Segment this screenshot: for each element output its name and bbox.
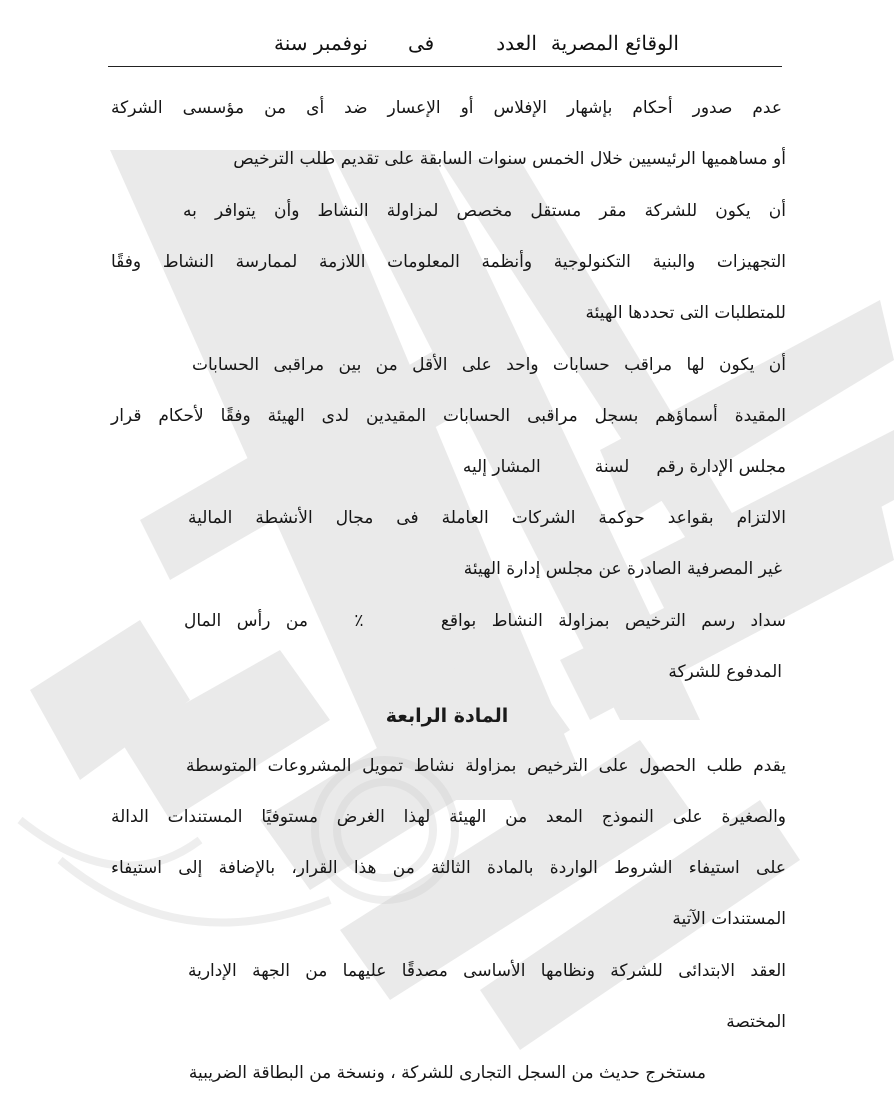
text-line: للمتطلبات التى تحددها الهيئة: [585, 303, 786, 323]
date-label: نوفمبر سنة: [274, 31, 368, 55]
page-header: [274, 26, 679, 60]
header-rule: [108, 66, 782, 67]
text-line: والصغيرة على النموذج المعد من الهيئة لهذا الغرض مستوفيًا المستندات الدالة: [111, 807, 786, 827]
text-line: غير المصرفية الصادرة عن مجلس إدارة الهيئة: [463, 559, 782, 579]
in-label: فى: [407, 31, 435, 55]
text-line: أن يكون للشركة مقر مستقل مخصص لمزاولة النشاط وأن يتوافر به: [183, 201, 786, 221]
text-line: أو مساهميها الرئيسيين خلال الخمس سنوات السابقة على تقديم طلب الترخيص: [233, 149, 786, 169]
text-line: المختصة: [726, 1012, 786, 1032]
text-line: المستندات الآتية: [672, 909, 786, 929]
text-line: سداد رسم الترخيص بمزاولة النشاط بواقع ٪ من رأس المال: [184, 611, 786, 631]
issue-label: العدد: [496, 31, 537, 55]
gazette-title: الوقائع المصرية: [550, 31, 679, 55]
text-line: عدم صدور أحكام بإشهار الإفلاس أو الإعسار ضد أى من مؤسسى الشركة: [111, 98, 782, 118]
text-line: مجلس الإدارة رقم لسنة المشار إليه: [462, 457, 786, 477]
text-line: على استيفاء الشروط الواردة بالمادة الثالثة من هذا القرار، بالإضافة إلى استيفاء: [111, 858, 786, 878]
text-line: العقد الابتدائى للشركة ونظامها الأساسى مصدقًا عليهما من الجهة الإدارية: [188, 961, 786, 981]
text-line: المدفوع للشركة: [668, 662, 782, 682]
text-line: مستخرج حديث من السجل التجارى للشركة ، ونسخة من البطاقة الضريبية: [188, 1063, 706, 1083]
text-line: المقيدة أسماؤهم بسجل مراقبى الحسابات المقيدين لدى الهيئة وفقًا لأحكام قرار: [111, 406, 786, 426]
text-line: التجهيزات والبنية التكنولوجية وأنظمة المعلومات اللازمة لممارسة النشاط وفقًا: [111, 252, 786, 272]
text-line: الالتزام بقواعد حوكمة الشركات العاملة فى مجال الأنشطة المالية: [188, 508, 786, 528]
article-heading: المادة الرابعة: [385, 705, 509, 727]
text-line: أن يكون لها مراقب حسابات واحد على الأقل من بين مراقبى الحسابات: [192, 355, 786, 375]
text-line: يقدم طلب الحصول على الترخيص بمزاولة نشاط تمويل المشروعات المتوسطة: [186, 756, 786, 776]
